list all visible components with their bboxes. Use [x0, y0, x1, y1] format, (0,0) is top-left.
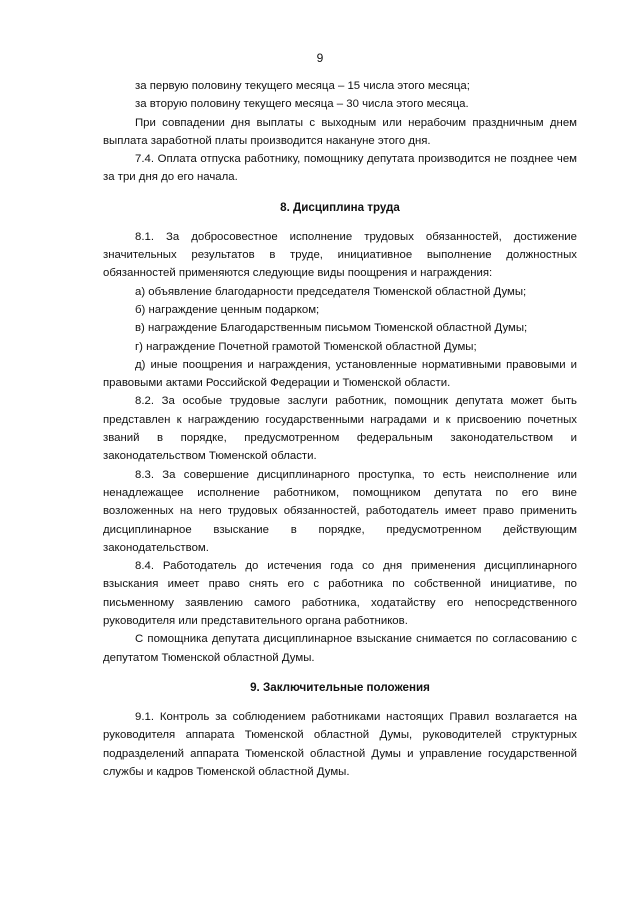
list-item-g: г) награждение Почетной грамотой Тюменской областной Думы; [135, 340, 477, 353]
paragraph-8-2: 8.2. За особые трудовые заслуги работник, помощник депутата может быть представлен к награждению государственными наградами и к присвоению почетных званий в порядке, предусмотренном федеральным законодательством и законодательством Тюменской области. [103, 395, 577, 463]
paragraph-9-1: 9.1. Контроль за соблюдением работниками настоящих Правил возлагается на руководителя аппарата Тюменской областной Думы, руководителей структурных подразделений аппарата Тюменской областной Думы и управление государственной службы и кадров Тюменской областной Думы. [103, 710, 577, 778]
paragraph-payment-first-half: за первую половину текущего месяца – 15 числа этого месяца; [135, 80, 470, 92]
document-body [103, 77, 577, 781]
paragraph-8-4-deputy: С помощника депутата дисциплинарное взыскание снимается по согласованию с депутатом Тюменской областной Думы. [103, 633, 577, 664]
paragraph-8-1: 8.1. За добросовестное исполнение трудовых обязанностей, достижение значительных результатов в труде, инициативное выполнение должностных обязанностей применяются следующие виды поощрения и награждения: [103, 230, 577, 280]
paragraph-7-4: 7.4. Оплата отпуска работнику, помощнику депутата производится не позднее чем за три дня до его начала. [103, 153, 577, 184]
list-item-d: д) иные поощрения и награждения, установленные нормативными правовыми и правовыми актами Российской Федерации и Тюменской области. [103, 358, 577, 390]
list-item-a: а) объявление благодарности председателя Тюменской областной Думы; [135, 285, 527, 298]
list-item-v: в) награждение Благодарственным письмом Тюменской областной Думы; [135, 322, 528, 335]
section-9-heading: 9. Заключительные положения [250, 680, 430, 694]
list-item-b: б) награждение ценным подарком; [135, 303, 320, 316]
paragraph-8-4: 8.4. Работодатель до истечения года со дня применения дисциплинарного взыскания имеет право снять его с работника по собственной инициативе, по письменному заявлению самого работника, ходатайству его непосредственного руководителя или представительного органа работников. [103, 560, 577, 628]
paragraph-8-3: 8.3. За совершение дисциплинарного проступка, то есть неисполнение или ненадлежащее исполнение работником, помощником депутата по его вине возложенных на него трудовых обязанностей, работодатель имеет право применить дисциплинарное взыскание в порядке, предусмотренном действующим законодательством. [103, 468, 577, 554]
page-number: 9 [316, 51, 324, 65]
paragraph-payment-holiday: При совпадении дня выплаты с выходным или нерабочим праздничным днем выплата заработной платы производится накануне этого дня. [103, 116, 577, 147]
section-8-heading: 8. Дисциплина труда [280, 200, 400, 214]
paragraph-payment-second-half: за вторую половину текущего месяца – 30 числа этого месяца. [135, 98, 469, 111]
